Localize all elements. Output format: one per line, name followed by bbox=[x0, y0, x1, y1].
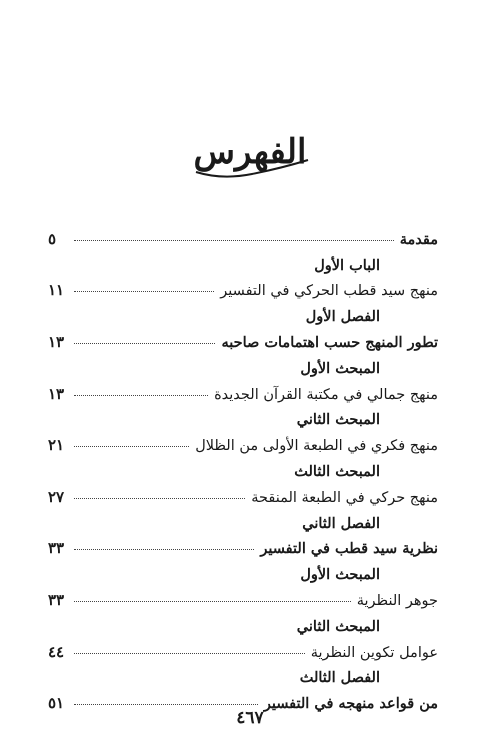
page-number: ٤٦٧ bbox=[236, 708, 264, 728]
toc-page-number: ٢١ bbox=[48, 436, 65, 455]
toc-heading-line bbox=[48, 351, 438, 377]
toc-entry-line bbox=[48, 428, 438, 454]
toc-page-number: ١٣ bbox=[48, 384, 65, 403]
toc-section-heading bbox=[48, 454, 438, 480]
toc-heading-line bbox=[48, 299, 438, 325]
toc-entry-label: مقدمة bbox=[399, 230, 438, 248]
dot-leader bbox=[74, 652, 305, 654]
toc-heading-line bbox=[48, 609, 438, 635]
toc-heading-line bbox=[48, 506, 438, 532]
toc-page-number: ٢٧ bbox=[48, 487, 65, 506]
toc-section-heading bbox=[48, 506, 438, 532]
toc-section-heading bbox=[48, 351, 438, 377]
toc-heading-label: المبحث الأول bbox=[300, 359, 380, 377]
toc-entry bbox=[48, 325, 438, 351]
toc-entry-line bbox=[48, 583, 438, 609]
dot-leader bbox=[74, 600, 351, 602]
toc-heading-label: المبحث الثالث bbox=[294, 462, 380, 480]
toc-section-heading bbox=[48, 609, 438, 635]
toc-heading-line bbox=[48, 454, 438, 480]
toc-entry bbox=[48, 532, 438, 558]
toc-section-heading bbox=[48, 299, 438, 325]
toc-entry bbox=[48, 583, 438, 609]
dot-leader bbox=[74, 290, 214, 292]
toc-entry-line bbox=[48, 274, 438, 300]
title-swash-ornament bbox=[192, 150, 312, 180]
toc-entry-label: منهج سيد قطب الحركي في التفسير bbox=[220, 283, 438, 300]
toc-entry-label: من قواعد منهجه في التفسير bbox=[263, 695, 438, 713]
toc-section-heading bbox=[48, 557, 438, 583]
toc-entry bbox=[48, 635, 438, 661]
toc-heading-line bbox=[48, 248, 438, 274]
toc-heading-label: الفصل الثاني bbox=[302, 514, 380, 532]
toc-page-number: ١٣ bbox=[48, 332, 65, 351]
toc-entry bbox=[48, 428, 438, 454]
toc-entry-label: جوهر النظرية bbox=[356, 592, 438, 609]
toc-entry-line bbox=[48, 222, 438, 248]
dot-leader bbox=[74, 548, 254, 550]
toc-heading-line bbox=[48, 403, 438, 429]
page-title: الفهرس bbox=[193, 132, 307, 172]
toc-page-number: ٣٣ bbox=[48, 590, 65, 609]
toc-heading-label: الفصل الثالث bbox=[299, 669, 380, 687]
toc-entry-line bbox=[48, 377, 438, 403]
toc-entry bbox=[48, 274, 438, 300]
toc-entry bbox=[48, 377, 438, 403]
toc-page-number: ٣٣ bbox=[48, 539, 65, 558]
toc-page-number: ١١ bbox=[48, 281, 65, 300]
dot-leader bbox=[74, 445, 189, 447]
toc-heading-line bbox=[48, 661, 438, 687]
toc-heading-label: المبحث الثاني bbox=[296, 617, 380, 635]
toc-entry-line bbox=[48, 635, 438, 661]
dot-leader bbox=[74, 703, 258, 705]
toc-entry-label: نظرية سيد قطب في التفسير bbox=[260, 540, 438, 558]
toc-heading-line bbox=[48, 557, 438, 583]
toc-entry-label: منهج جمالي في مكتبة القرآن الجديدة bbox=[214, 386, 438, 403]
toc-page-number: ٤٤ bbox=[48, 642, 65, 661]
dot-leader bbox=[74, 239, 394, 241]
toc-entry-label: تطور المنهج حسب اهتمامات صاحبه bbox=[221, 333, 438, 351]
toc-entry bbox=[48, 222, 438, 248]
toc-entry-label: منهج فكري في الطبعة الأولى من الظلال bbox=[195, 438, 438, 455]
toc-heading-label: المبحث الأول bbox=[300, 566, 380, 584]
toc-heading-label: الفصل الأول bbox=[305, 308, 380, 326]
toc-section-heading bbox=[48, 248, 438, 274]
toc-entry-label: منهج حركي في الطبعة المنقحة bbox=[251, 489, 438, 506]
toc-section-heading bbox=[48, 403, 438, 429]
toc-entry-label: عوامل تكوين النظرية bbox=[310, 644, 438, 661]
table-of-contents bbox=[48, 222, 438, 712]
dot-leader bbox=[74, 394, 208, 396]
toc-section-heading bbox=[48, 661, 438, 687]
toc-page-number: ٥١ bbox=[48, 694, 65, 713]
toc-page-number: ٥ bbox=[48, 229, 57, 248]
toc-heading-label: المبحث الثاني bbox=[296, 411, 380, 429]
toc-entry-line bbox=[48, 325, 438, 351]
toc-entry-line bbox=[48, 480, 438, 506]
toc-entry-line bbox=[48, 532, 438, 558]
dot-leader bbox=[74, 497, 245, 499]
toc-entry bbox=[48, 480, 438, 506]
dot-leader bbox=[74, 342, 215, 344]
toc-heading-label: الباب الأول bbox=[314, 256, 380, 274]
